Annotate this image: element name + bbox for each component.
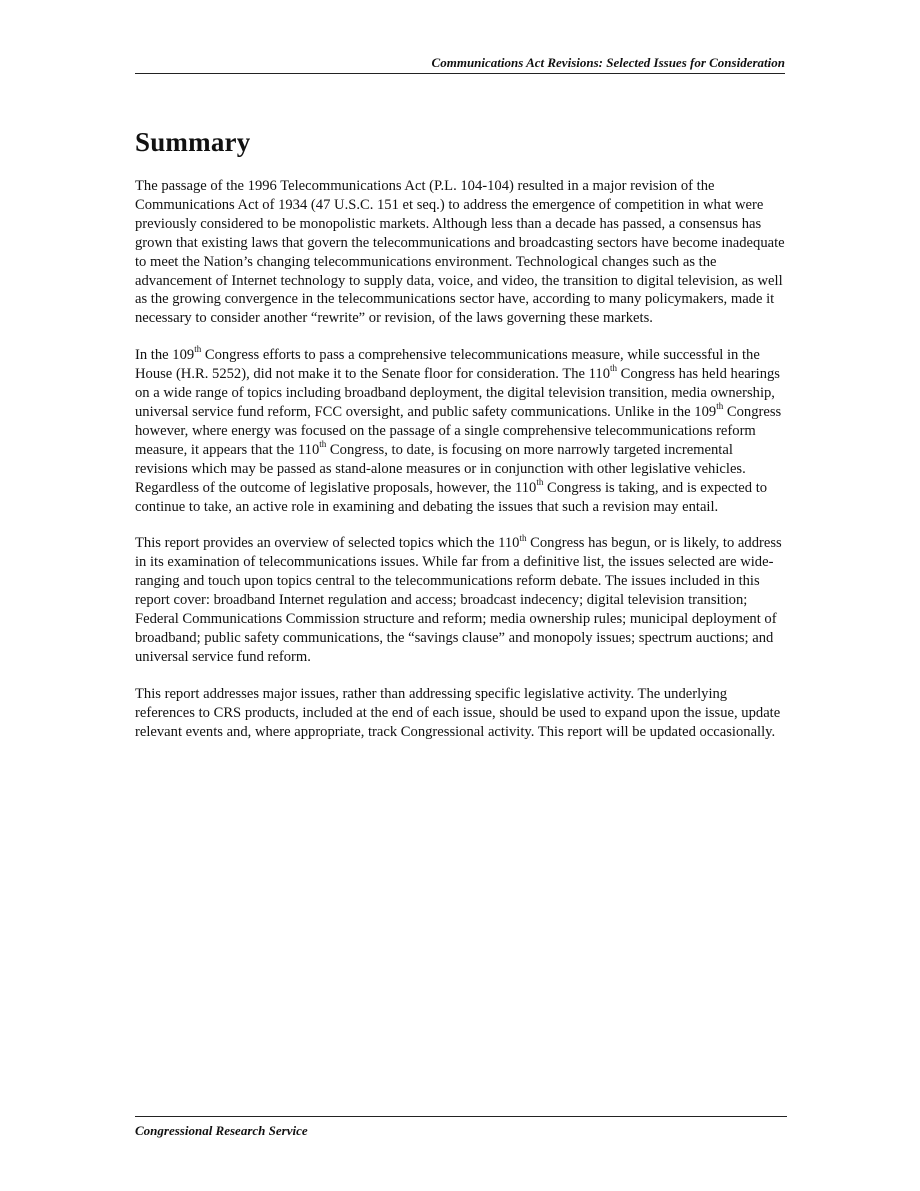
summary-paragraph-1: The passage of the 1996 Telecommunications Act (P.L. 104-104) resulted in a major revision of the Communications Act of 1934 (47 U.S.C. 151 et seq.) to address the emergence of competition in what were previously considered to be monopolistic markets. Although less than a decade has passed, a consensus has grown that existing laws that govern the telecommunications and broadcasting sectors have become inadequate to meet the Nation’s changing telecommunications environment. Technological changes such as the advancement of Internet technology to supply data, voice, and video, the transition to digital television, as well as the growing convergence in the telecommunications sector have, according to many policymakers, made it necessary to consider another “rewrite” or revision, of the laws governing these markets. (135, 178, 785, 327)
summary-paragraph-2 (135, 346, 787, 516)
paragraph-text: Congress has begun, or is likely, to address in its examination of telecommunications issues. While far from a definitive list, the issues selected are wide-ranging and touch upon topics central to the telecommunications reform debate. The issues included in this report cover: broadband Internet regulation and access; broadcast indecency; digital television transition; Federal Communications Commission structure and reform; media ownership rules; municipal deployment of broadband; public safety communications, the “savings clause” and monopoly issues; spectrum auctions; and universal service fund reform. (135, 535, 782, 665)
running-header (135, 54, 785, 74)
ordinal-superscript: th (610, 363, 618, 374)
ordinal-superscript: th (716, 401, 724, 412)
summary-body (135, 177, 787, 759)
running-footer (135, 1116, 787, 1140)
ordinal-superscript: th (519, 532, 527, 543)
paragraph-text: Congress is taking, and is expected to continue to take, an active role in examining and debating the issues that such a revision may entail. (135, 479, 768, 515)
paragraph-text: Congress, to date, is focusing on more narrowly targeted incremental revisions which may be passed as stand-alone measures or in conjunction with other legislative vehicles. Regardless of the outcome of legislative proposals, however, the 110 (135, 441, 746, 496)
paragraph-text: This report provides an overview of selected topics which the 110 (135, 535, 520, 552)
paragraph-text: Congress has held hearings on a wide range of topics including broadband deployment, the digital television transition, media ownership, universal service fund reform, FCC oversight, and public safety communications. Unlike in the 109 (135, 366, 780, 420)
paragraph-text: Congress however, where energy was focused on the passage of a single comprehensive telecommunications reform measure, it appears that the 110 (135, 403, 782, 458)
ordinal-superscript: th (319, 438, 327, 449)
page-title: Summary (135, 127, 251, 157)
running-header-title: Communications Act Revisions: Selected Issues for Consideration (431, 55, 785, 70)
summary-paragraph-3 (135, 534, 787, 666)
ordinal-superscript: th (194, 344, 202, 355)
summary-paragraph-4: This report addresses major issues, rather than addressing specific legislative activity. The underlying references to CRS products, included at the end of each issue, should be used to expand upon the issue, update relevant events and, where appropriate, track Congressional activity. This report will be updated occasionally. (135, 685, 781, 740)
ordinal-superscript: th (536, 476, 544, 487)
paragraph-text: In the 109 (135, 347, 195, 364)
footer-organization: Congressional Research Service (135, 1123, 308, 1138)
paragraph-text: Congress efforts to pass a comprehensive telecommunications measure, while successful in the House (H.R. 5252), did not make it to the Senate floor for consideration. The 110 (135, 347, 760, 383)
